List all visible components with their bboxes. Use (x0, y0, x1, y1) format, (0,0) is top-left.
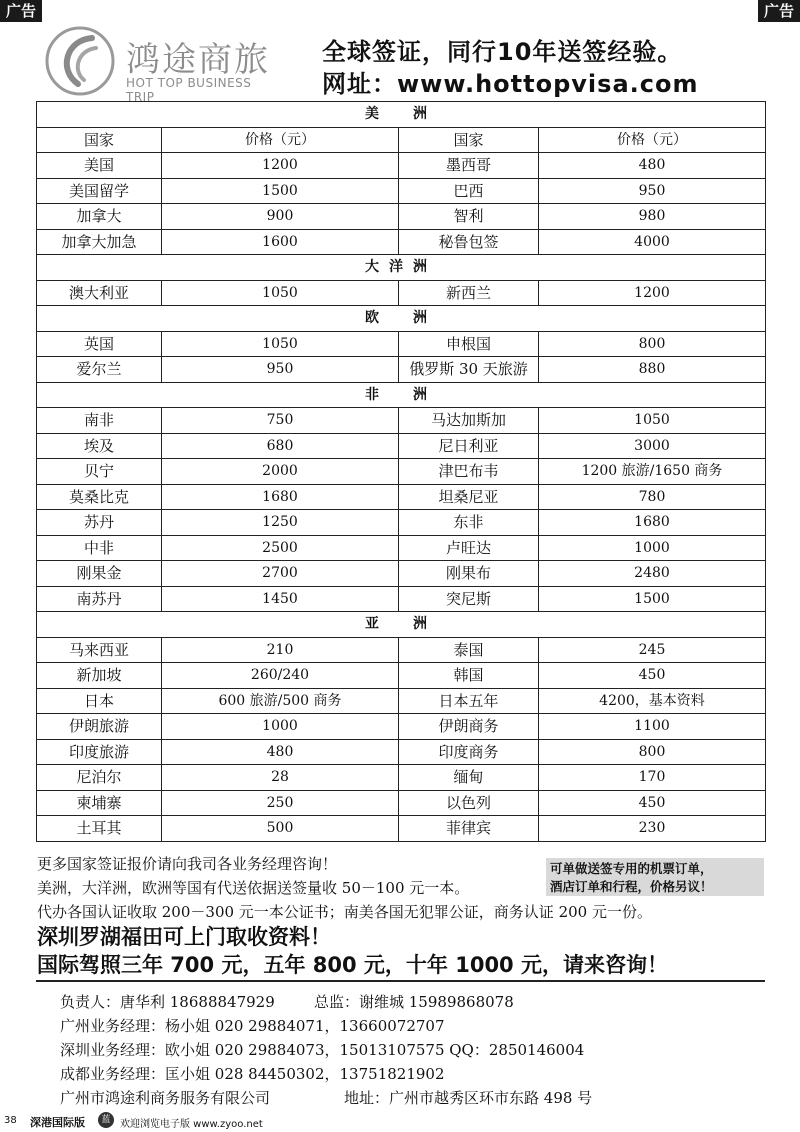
contact-manager: 负责人：唐华利 18688847929 (60, 993, 275, 1011)
region-title: 大洋洲 (37, 255, 766, 281)
price-cell: 750 (162, 408, 399, 434)
price-cell: 1250 (162, 510, 399, 536)
country-cell: 日本 (37, 688, 162, 714)
price-cell: 1680 (539, 510, 766, 536)
ticket-hotel-note-box (546, 858, 764, 896)
region-title: 欧 洲 (37, 306, 766, 332)
logo-chinese-name: 鸿途商旅 (126, 40, 270, 80)
price-cell: 1050 (162, 331, 399, 357)
price-cell: 780 (539, 484, 766, 510)
table-row (37, 331, 766, 357)
region-header-row (37, 382, 766, 408)
table-row (37, 535, 766, 561)
table-row (37, 586, 766, 612)
country-cell: 美国留学 (37, 178, 162, 204)
country-cell: 泰国 (399, 637, 539, 663)
price-cell: 170 (539, 765, 766, 791)
country-cell: 伊朗旅游 (37, 714, 162, 740)
country-cell: 南非 (37, 408, 162, 434)
contact-company-line (60, 1087, 592, 1108)
table-row (37, 510, 766, 536)
country-cell: 英国 (37, 331, 162, 357)
country-cell: 美国 (37, 153, 162, 179)
country-cell: 南苏丹 (37, 586, 162, 612)
country-cell: 巴西 (399, 178, 539, 204)
country-cell: 缅甸 (399, 765, 539, 791)
country-cell: 莫桑比克 (37, 484, 162, 510)
price-cell: 4200，基本资料 (539, 688, 766, 714)
country-cell: 尼日利亚 (399, 433, 539, 459)
region-title: 非 洲 (37, 382, 766, 408)
price-cell: 1000 (539, 535, 766, 561)
price-cell: 1200 (162, 153, 399, 179)
price-cell: 4000 (539, 229, 766, 255)
price-cell: 950 (162, 357, 399, 383)
price-cell: 480 (539, 153, 766, 179)
contact-line-leaders (60, 991, 514, 1012)
table-row (37, 229, 766, 255)
price-cell: 3000 (539, 433, 766, 459)
country-cell: 新西兰 (399, 280, 539, 306)
price-cell: 800 (539, 739, 766, 765)
price-cell: 1450 (162, 586, 399, 612)
contact-director: 总监：谢维城 15989868078 (314, 993, 514, 1011)
table-row (37, 204, 766, 230)
header-website: 网址：www.hottopvisa.com (322, 70, 699, 98)
country-cell: 俄罗斯 30 天旅游 (399, 357, 539, 383)
table-row (37, 484, 766, 510)
contact-chengdu: 成都业务经理：匡小姐 028 84450302，13751821902 (60, 1065, 445, 1083)
page-number: 38 (4, 1115, 17, 1126)
table-row (37, 357, 766, 383)
country-cell: 贝宁 (37, 459, 162, 485)
note-certification: 代办各国认证收取 200－300 元一本公证书；南美各国无犯罪公证，商务认证 200 元一份。 (37, 903, 652, 921)
header-slogan: 全球签证，同行10年送签经验。 (322, 38, 683, 66)
price-cell: 260/240 (162, 663, 399, 689)
logo-english-name: HOT TOP BUSINESS TRIP (126, 76, 252, 104)
price-cell: 价格（元） (539, 127, 766, 153)
magazine-name: 深港国际版 (30, 1116, 85, 1129)
country-cell: 坦桑尼亚 (399, 484, 539, 510)
region-header-row (37, 255, 766, 281)
table-row (37, 178, 766, 204)
country-cell: 日本五年 (399, 688, 539, 714)
country-cell: 土耳其 (37, 816, 162, 842)
country-cell: 伊朗商务 (399, 714, 539, 740)
contact-shenzhen: 深圳业务经理：欧小姐 020 29884073，15013107575 QQ：2850146004 (60, 1041, 585, 1059)
price-cell: 880 (539, 357, 766, 383)
price-cell: 2480 (539, 561, 766, 587)
price-cell: 28 (162, 765, 399, 791)
price-cell: 1500 (539, 586, 766, 612)
country-cell: 苏丹 (37, 510, 162, 536)
country-cell: 国家 (37, 127, 162, 153)
region-header-row (37, 306, 766, 332)
price-cell: 500 (162, 816, 399, 842)
company-logo (44, 26, 284, 104)
ad-label-left: 广告 (0, 0, 42, 22)
country-cell: 卢旺达 (399, 535, 539, 561)
country-cell: 新加坡 (37, 663, 162, 689)
table-row (37, 790, 766, 816)
region-title: 美 洲 (37, 102, 766, 128)
note-more-countries: 更多国家签证报价请向我司各业务经理咨询！ (37, 855, 338, 873)
country-cell: 中非 (37, 535, 162, 561)
promo-driving-license: 国际驾照三年 700 元，五年 800 元，十年 1000 元，请来咨询！ (37, 953, 668, 977)
country-cell: 刚果布 (399, 561, 539, 587)
table-row (37, 714, 766, 740)
price-cell: 600 旅游/500 商务 (162, 688, 399, 714)
country-cell: 国家 (399, 127, 539, 153)
price-cell: 价格（元） (162, 127, 399, 153)
table-row (37, 408, 766, 434)
table-row (37, 688, 766, 714)
country-cell: 东非 (399, 510, 539, 536)
price-cell: 2700 (162, 561, 399, 587)
page-footer (0, 1112, 800, 1132)
country-cell: 以色列 (399, 790, 539, 816)
price-cell: 680 (162, 433, 399, 459)
country-cell: 突尼斯 (399, 586, 539, 612)
country-cell: 刚果金 (37, 561, 162, 587)
price-cell: 950 (539, 178, 766, 204)
price-cell: 450 (539, 790, 766, 816)
divider (36, 980, 765, 982)
price-cell: 980 (539, 204, 766, 230)
contact-guangzhou: 广州业务经理：杨小姐 020 29884071，13660072707 (60, 1017, 445, 1035)
country-cell: 加拿大加急 (37, 229, 162, 255)
price-cell: 1500 (162, 178, 399, 204)
price-cell: 900 (162, 204, 399, 230)
footer-website: 欢迎浏览电子版 www.zyoo.net (120, 1119, 263, 1130)
note-delivery-fee: 美洲，大洋洲，欧洲等国有代送依据送签量收 50－100 元一本。 (37, 879, 470, 897)
price-cell: 480 (162, 739, 399, 765)
region-header-row (37, 612, 766, 638)
country-cell: 马达加斯加 (399, 408, 539, 434)
price-cell: 250 (162, 790, 399, 816)
price-cell: 210 (162, 637, 399, 663)
region-title: 亚 洲 (37, 612, 766, 638)
price-cell: 800 (539, 331, 766, 357)
table-row (37, 816, 766, 842)
price-cell: 1100 (539, 714, 766, 740)
promo-pickup: 深圳罗湖福田可上门取收资料！ (37, 925, 331, 949)
price-cell: 1050 (162, 280, 399, 306)
country-cell: 申根国 (399, 331, 539, 357)
magazine-badge-icon: 蓝 (98, 1112, 114, 1128)
price-cell: 1200 旅游/1650 商务 (539, 459, 766, 485)
table-row (37, 153, 766, 179)
table-row (37, 280, 766, 306)
visa-price-table (36, 101, 766, 842)
price-cell: 230 (539, 816, 766, 842)
price-cell: 1200 (539, 280, 766, 306)
contact-company: 广州市鸿途利商务服务有限公司 (60, 1089, 271, 1107)
table-row (37, 433, 766, 459)
table-row (37, 637, 766, 663)
table-row (37, 127, 766, 153)
country-cell: 澳大利亚 (37, 280, 162, 306)
country-cell: 尼泊尔 (37, 765, 162, 791)
country-cell: 韩国 (399, 663, 539, 689)
table-row (37, 739, 766, 765)
price-cell: 1050 (539, 408, 766, 434)
price-cell: 450 (539, 663, 766, 689)
price-cell: 1000 (162, 714, 399, 740)
country-cell: 菲律宾 (399, 816, 539, 842)
table-row (37, 663, 766, 689)
country-cell: 爱尔兰 (37, 357, 162, 383)
country-cell: 印度旅游 (37, 739, 162, 765)
country-cell: 加拿大 (37, 204, 162, 230)
price-cell: 245 (539, 637, 766, 663)
country-cell: 墨西哥 (399, 153, 539, 179)
price-cell: 1600 (162, 229, 399, 255)
country-cell: 津巴布韦 (399, 459, 539, 485)
country-cell: 秘鲁包签 (399, 229, 539, 255)
price-cell: 1680 (162, 484, 399, 510)
region-header-row (37, 102, 766, 128)
country-cell: 埃及 (37, 433, 162, 459)
table-row (37, 459, 766, 485)
country-cell: 马来西亚 (37, 637, 162, 663)
price-cell: 2500 (162, 535, 399, 561)
country-cell: 智利 (399, 204, 539, 230)
table-row (37, 561, 766, 587)
ticket-note-line-2: 酒店订单和行程，价格另议！ (550, 879, 713, 894)
table-row (37, 765, 766, 791)
ad-label-right: 广告 (758, 0, 800, 22)
contact-address: 地址：广州市越秀区环市东路 498 号 (344, 1089, 593, 1107)
price-cell: 2000 (162, 459, 399, 485)
country-cell: 印度商务 (399, 739, 539, 765)
swirl-logo-icon (44, 26, 116, 96)
ticket-note-line-1: 可单做送签专用的机票订单， (550, 861, 713, 876)
country-cell: 柬埔寨 (37, 790, 162, 816)
